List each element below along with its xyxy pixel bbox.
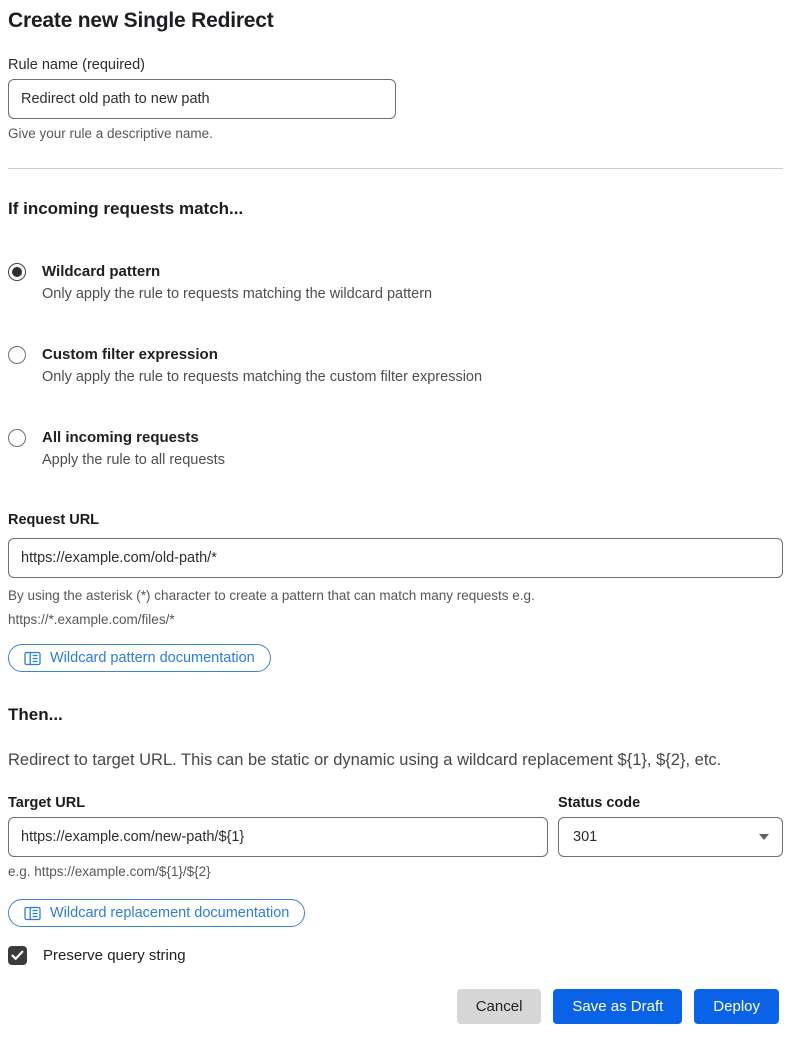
target-url-helper: e.g. https://example.com/${1}/${2} — [8, 864, 211, 879]
radio-label: Custom filter expression — [42, 346, 218, 363]
rule-name-input[interactable] — [8, 79, 396, 119]
open-book-icon — [24, 906, 41, 921]
radio-unselected-icon[interactable] — [8, 429, 26, 447]
request-url-input[interactable] — [8, 538, 783, 578]
radio-label: All incoming requests — [42, 429, 199, 446]
status-code-field — [558, 794, 783, 857]
status-code-label: Status code — [558, 795, 641, 811]
preserve-query-string-label: Preserve query string — [43, 947, 186, 964]
radio-option-wildcard-pattern[interactable] — [8, 262, 783, 304]
request-url-label: Request URL — [8, 512, 100, 528]
radio-texts — [42, 262, 432, 304]
status-code-select[interactable] — [558, 817, 783, 857]
radio-selected-icon[interactable] — [8, 263, 26, 281]
request-url-helper-line1: By using the asterisk (*) character to create a pattern that can match many requests e.g. — [8, 588, 535, 603]
rule-name-helper: Give your rule a descriptive name. — [8, 126, 213, 141]
then-section-heading: Then... — [8, 705, 63, 724]
preserve-query-string-row[interactable] — [8, 946, 783, 965]
radio-unselected-icon[interactable] — [8, 346, 26, 364]
radio-texts — [42, 345, 482, 387]
target-url-label: Target URL — [8, 795, 86, 811]
status-code-value: 301 — [573, 829, 598, 845]
request-url-helper-line2: https://*.example.com/files/* — [8, 612, 175, 627]
target-url-field — [8, 794, 548, 857]
target-fields-row — [8, 794, 783, 857]
rule-name-label: Rule name (required) — [8, 57, 146, 73]
match-section-heading: If incoming requests match... — [8, 199, 244, 218]
section-divider — [8, 168, 783, 169]
request-url-helper — [8, 584, 783, 632]
save-as-draft-button[interactable]: Save as Draft — [553, 989, 682, 1024]
radio-option-all-incoming-requests[interactable] — [8, 428, 783, 470]
doc-button-label: Wildcard replacement documentation — [50, 905, 290, 921]
radio-texts — [42, 428, 225, 470]
checkbox-checked-icon[interactable] — [8, 946, 27, 965]
target-url-input[interactable] — [8, 817, 548, 857]
radio-description: Only apply the rule to requests matching the wildcard pattern — [42, 286, 433, 302]
cancel-button[interactable]: Cancel — [457, 989, 542, 1024]
caret-down-icon — [759, 834, 769, 840]
radio-option-custom-filter-expression[interactable] — [8, 345, 783, 387]
deploy-button[interactable]: Deploy — [694, 989, 779, 1024]
radio-description: Apply the rule to all requests — [42, 452, 225, 468]
then-section-description: Redirect to target URL. This can be static or dynamic using a wildcard replacement ${1}, ${2}, etc. — [8, 751, 722, 769]
open-book-icon — [24, 651, 41, 666]
wildcard-replacement-documentation-button[interactable] — [8, 899, 305, 927]
form-footer-actions — [8, 989, 783, 1024]
page-title: Create new Single Redirect — [8, 9, 274, 32]
create-single-redirect-form — [0, 8, 791, 1024]
match-type-radio-group — [8, 262, 783, 470]
doc-button-label: Wildcard pattern documentation — [50, 650, 255, 666]
radio-label: Wildcard pattern — [42, 263, 161, 280]
wildcard-pattern-documentation-button[interactable] — [8, 644, 271, 672]
radio-description: Only apply the rule to requests matching the custom filter expression — [42, 369, 483, 385]
